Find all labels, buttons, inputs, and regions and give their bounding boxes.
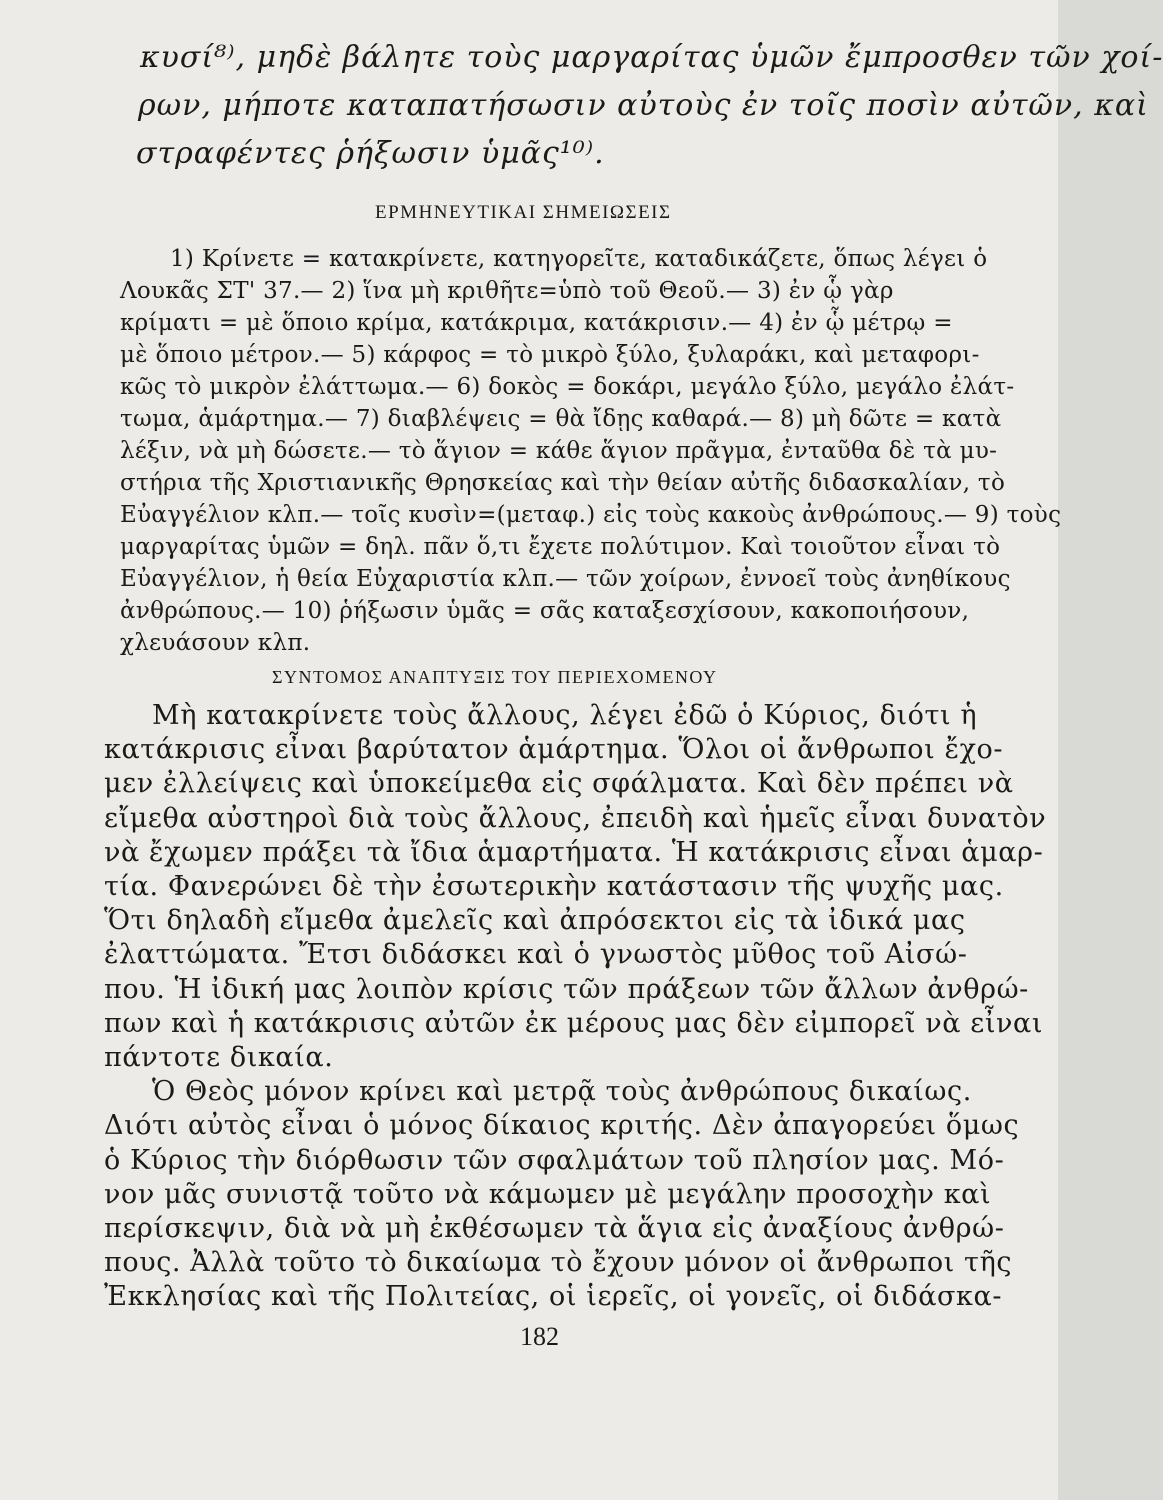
notes-heading: ΕΡΜΗΝΕΥΤΙΚΑΙ ΣΗΜΕΙΩΣΕΙΣ <box>375 202 672 223</box>
note-line: Λουκᾶς ΣΤ' 37.— 2) ἵνα μὴ κριθῆτε=ὑπὸ τοῦ Θεοῦ.— 3) ἐν ᾧ γὰρ <box>120 278 894 304</box>
note-line: μὲ ὅποιο μέτρον.— 5) κάρφος = τὸ μικρὸ ξύλο, ξυλαράκι, καὶ μεταφορι- <box>120 342 980 368</box>
body-line: περίσκεψιν, διὰ νὰ μὴ ἐκθέσωμεν τὰ ἅγια εἰς ἀναξίους ἀνθρώ- <box>104 1213 1005 1244</box>
body-line: μεν ἐλλείψεις καὶ ὑποκείμεθα εἰς σφάλματα. Καὶ δὲν πρέπει νὰ <box>104 768 1014 800</box>
note-line: στήρια τῆς Χριστιανικῆς Θρησκείας καὶ τὴν θείαν αὐτῆς διδασκαλίαν, τὸ <box>120 470 1006 496</box>
note-line: λέξιν, νὰ μὴ δώσετε.— τὸ ἅγιον = κάθε ἅγιον πρᾶγμα, ἐνταῦθα δὲ τὰ μυ- <box>120 438 998 464</box>
note-line: ἀνθρώπους.— 10) ῥήξωσιν ὑμᾶς = σᾶς καταξεσχίσουν, κακοποιήσουν, <box>120 598 970 624</box>
body-line: νον μᾶς συνιστᾷ τοῦτο νὰ κάμωμεν μὲ μεγάλην προσοχὴν καὶ <box>104 1178 992 1210</box>
text-line: κυσί⁸⁾, μηδὲ βάλητε τοὺς μαργαρίτας ὑμῶν ἔμπροσθεν τῶν χοί- <box>140 40 1163 75</box>
text-line: ρων, μήποτε καταπατήσωσιν αὐτοὺς ἐν τοῖς ποσὶν αὐτῶν, καὶ <box>138 88 1149 123</box>
page-number: 182 <box>520 1322 559 1351</box>
note-line: τωμα, ἁμάρτημα.— 7) διαβλέψεις = θὰ ἴδῃς καθαρά.— 8) μὴ δῶτε = κατὰ <box>120 406 1002 432</box>
note-line: Εὐαγγέλιον κλπ.— τοῖς κυσὶν=(μεταφ.) εἰς τοὺς κακοὺς ἀνθρώπους.— 9) τοὺς <box>120 502 1062 528</box>
note-line: κρίματι = μὲ ὅποιο κρίμα, κατάκριμα, κατάκρισιν.— 4) ἐν ᾧ μέτρῳ = <box>120 310 953 336</box>
note-line: 1) Κρίνετε = κατακρίνετε, κατηγορεῖτε, καταδικάζετε, ὅπως λέγει ὁ <box>170 246 988 272</box>
note-line: κῶς τὸ μικρὸν ἐλάττωμα.— 6) δοκὸς = δοκάρι, μεγάλο ξύλο, μεγάλο ἐλάτ- <box>120 374 1015 400</box>
body-line: ὁ Κύριος τὴν διόρθωσιν τῶν σφαλμάτων τοῦ πλησίον μας. Μό- <box>104 1144 1005 1176</box>
text-line: στραφέντες ῥήξωσιν ὑμᾶς¹⁰⁾. <box>136 136 605 171</box>
summary-heading: ΣΥΝΤΟΜΟΣ ΑΝΑΠΤΥΞΙΣ ΤΟΥ ΠΕΡΙΕΧΟΜΕΝΟΥ <box>272 667 718 687</box>
body-line: τία. Φανερώνει δὲ τὴν ἐσωτερικὴν κατάστασιν τῆς ψυχῆς μας. <box>104 871 1004 902</box>
body-line: Διότι αὐτὸς εἶναι ὁ μόνος δίκαιος κριτής. Δὲν ἀπαγορεύει ὅμως <box>104 1110 1020 1142</box>
body-line: εἴμεθα αὐστηροὶ διὰ τοὺς ἄλλους, ἐπειδὴ καὶ ἡμεῖς εἶναι δυνατὸν <box>104 802 1047 834</box>
body-line: πων καὶ ἡ κατάκρισις αὐτῶν ἐκ μέρους μας δὲν εἰμπορεῖ νὰ εἶναι <box>104 1007 1044 1039</box>
body-line: Ὅτι δηλαδὴ εἴμεθα ἀμελεῖς καὶ ἀπρόσεκτοι εἰς τὰ ἰδικά μας <box>104 905 966 937</box>
body-line: Μὴ κατακρίνετε τοὺς ἄλλους, λέγει ἐδῶ ὁ Κύριος, διότι ἡ <box>152 700 978 731</box>
body-line: που. Ἡ ἰδική μας λοιπὸν κρίσις τῶν πράξεων τῶν ἄλλων ἀνθρώ- <box>104 973 1029 1005</box>
body-line: νὰ ἔχωμεν πράξει τὰ ἴδια ἁμαρτήματα. Ἡ κατάκρισις εἶναι ἁμαρ- <box>104 836 1044 868</box>
body-line: πάντοτε δικαία. <box>104 1042 334 1073</box>
note-line: Εὐαγγέλιον, ἡ θεία Εὐχαριστία κλπ.— τῶν χοίρων, ἐννοεῖ τοὺς ἀνηθίκους <box>120 566 1011 592</box>
body-line: πους. Ἀλλὰ τοῦτο τὸ δικαίωμα τὸ ἔχουν μόνον οἱ ἄνθρωποι τῆς <box>104 1247 1013 1279</box>
note-line: χλευάσουν κλπ. <box>120 630 311 656</box>
body-line-final: Ἐκκλησίας καὶ τῆς Πολιτείας, οἱ ἱερεῖς, οἱ γονεῖς, οἱ διδάσκα- <box>104 1281 1003 1312</box>
note-line: μαργαρίτας ὑμῶν = δηλ. πᾶν ὅ,τι ἔχετε πολύτιμον. Καὶ τοιοῦτον εἶναι τὸ <box>120 534 1001 560</box>
body-line: ἐλαττώματα. Ἔτσι διδάσκει καὶ ὁ γνωστὸς μῦθος τοῦ Αἰσώ- <box>104 939 968 971</box>
body-line: Ὁ Θεὸς μόνον κρίνει καὶ μετρᾷ τοὺς ἀνθρώπους δικαίως. <box>152 1076 972 1108</box>
body-line: κατάκρισις εἶναι βαρύτατον ἁμάρτημα. Ὅλοι οἱ ἄνθρωποι ἔχο- <box>104 734 1004 766</box>
